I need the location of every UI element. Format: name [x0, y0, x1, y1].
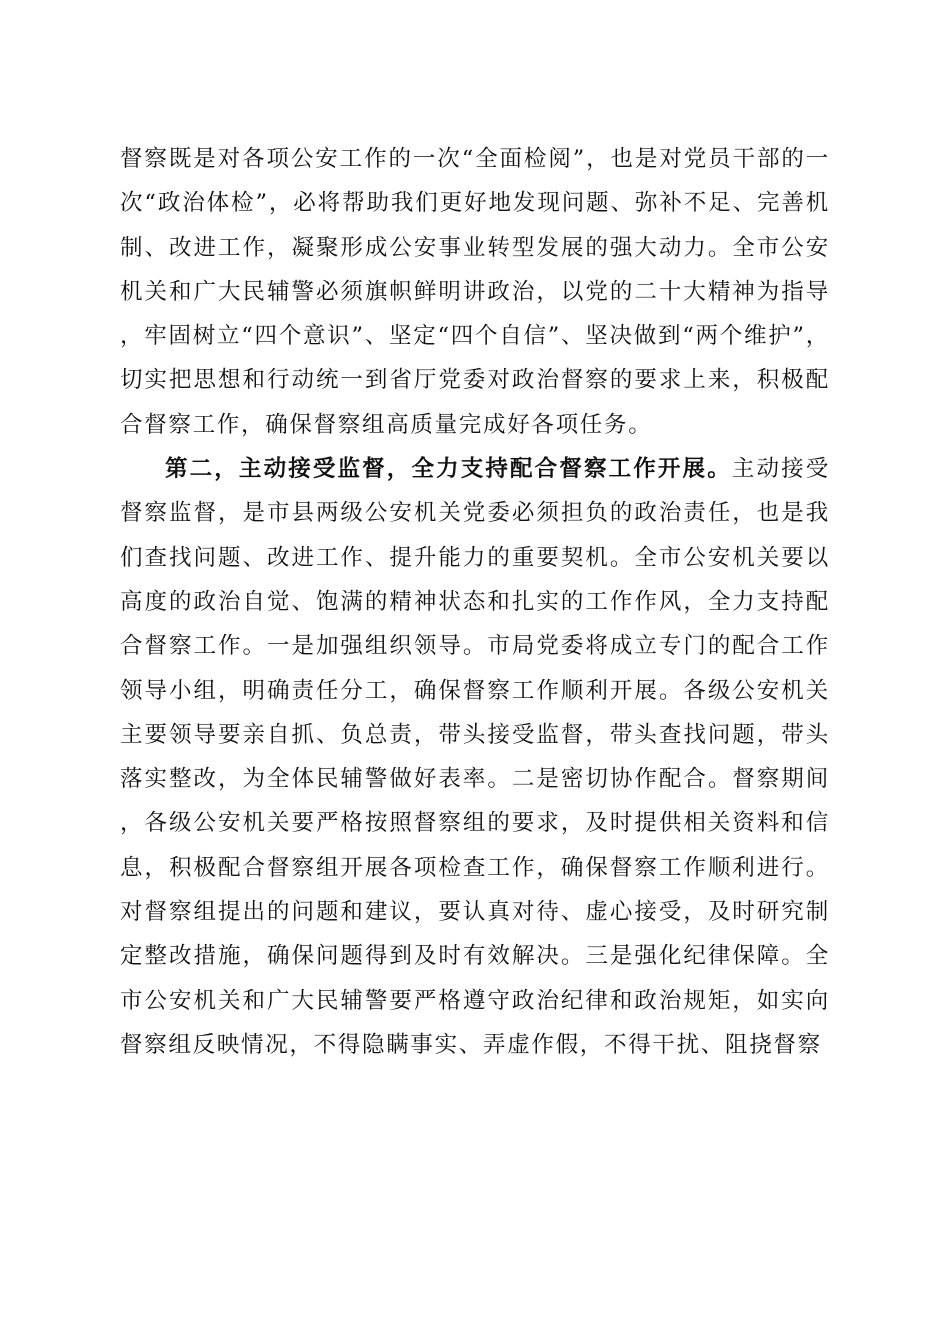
section-two-heading: 第二，主动接受监督，全力支持配合督察工作开展。: [165, 456, 732, 483]
section-two-body: 主动接受督察监督，是市县两级公安机关党委必须担负的政治责任，也是我们查找问题、改进工作、提升能力的重要契机。全市公安机关要以高度的政治自觉、饱满的精神状态和扎实的工作作风，全力支持配合督察工作。一是加强组织领导。市局党委将成立专门的配合工作领导小组，明确责任分工，确保督察工作顺利开展。各级公安机关主要领导要亲自抓、负总责，带头接受监督，带头查找问题，带头落实整改，为全体民辅警做好表率。二是密切协作配合。督察期间，各级公安机关要严格按照督察组的要求，及时提供相关资料和信息，积极配合督察组开展各项检查工作，确保督察工作顺利进行。对督察组提出的问题和建议，要认真对待、虚心接受，及时研究制定整改措施，确保问题得到及时有效解决。三是强化纪律保障。全市公安机关和广大民辅警要严格遵守政治纪律和政治规矩，如实向督察组反映情况，不得隐瞒事实、弄虚作假，不得干扰、阻挠督察: [120, 456, 830, 1058]
paragraph-section-two: [120, 447, 830, 1067]
paragraph-1-text: 督察既是对各项公安工作的一次“全面检阅”，也是对党员干部的一次“政治体检”，必将帮助我们更好地发现问题、弥补不足、完善机制、改进工作，凝聚形成公安事业转型发展的强大动力。全市公安机关和广大民辅警必须旗帜鲜明讲政治，以党的二十大精神为指导，牢固树立“四个意识”、坚定“四个自信”、坚决做到“两个维护”，切实把思想和行动统一到省厅党委对政治督察的要求上来，积极配合督察工作，确保督察组高质量完成好各项任务。: [120, 146, 830, 438]
paragraph-continued: [120, 137, 830, 447]
document-body: [120, 137, 830, 1067]
